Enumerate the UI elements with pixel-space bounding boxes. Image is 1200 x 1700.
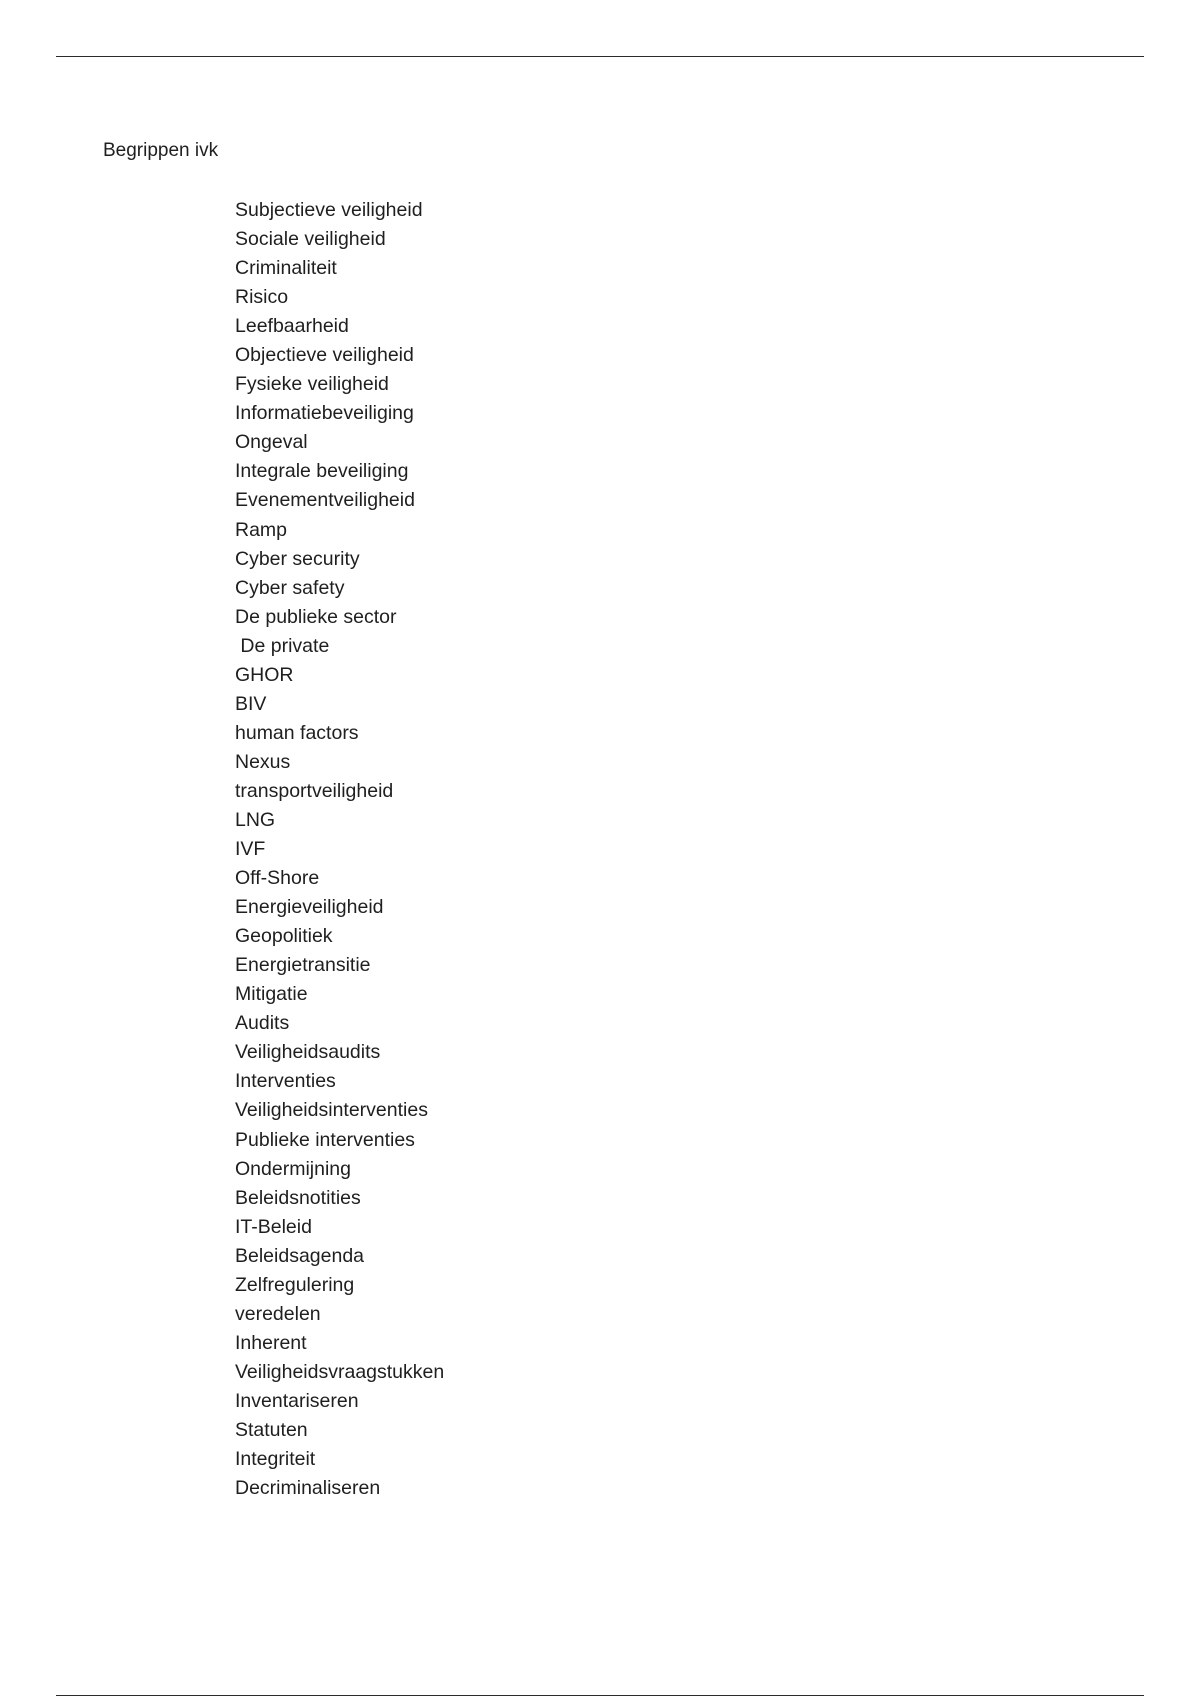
term-item: Inherent (235, 1331, 307, 1354)
term-item: Ongeval (235, 431, 308, 454)
term-item: Leefbaarheid (235, 315, 349, 338)
term-item: Veiligheidsvraagstukken (235, 1360, 445, 1383)
term-item: Integriteit (235, 1448, 316, 1471)
term-item: Zelfregulering (235, 1273, 355, 1296)
footer-rule (56, 1695, 1144, 1696)
term-item: De private (235, 634, 330, 657)
term-item: transportveiligheid (235, 779, 394, 802)
term-item: Ramp (235, 518, 288, 541)
header-rule (56, 56, 1144, 57)
term-item: Beleidsagenda (235, 1244, 365, 1267)
term-item: Fysieke veiligheid (235, 373, 389, 396)
term-item: De publieke sector (235, 605, 397, 628)
term-item: Decriminaliseren (235, 1477, 381, 1500)
terms-list (235, 196, 444, 1503)
term-item: Energieveiligheid (235, 896, 384, 919)
term-item: Cyber safety (235, 576, 345, 599)
term-item: Off-Shore (235, 867, 320, 890)
term-item: Inventariseren (235, 1389, 359, 1412)
term-item: BIV (235, 692, 267, 715)
term-item: Publieke interventies (235, 1128, 415, 1151)
term-item: GHOR (235, 663, 294, 686)
term-item: Energietransitie (235, 954, 371, 977)
term-item: Interventies (235, 1070, 336, 1093)
term-item: Statuten (235, 1418, 308, 1441)
term-item: Subjectieve veiligheid (235, 199, 423, 221)
term-item: Beleidsnotities (235, 1186, 361, 1209)
term-item: Mitigatie (235, 983, 308, 1006)
term-item: Audits (235, 1012, 290, 1035)
document-heading: Begrippen ivk (103, 140, 219, 161)
term-item: Objectieve veiligheid (235, 344, 414, 367)
term-item: Veiligheidsinterventies (235, 1099, 428, 1122)
term-item: Geopolitiek (235, 925, 333, 948)
term-item: Veiligheidsaudits (235, 1041, 381, 1064)
term-item: Evenementveiligheid (235, 489, 415, 512)
term-item: veredelen (235, 1302, 321, 1325)
term-item: Nexus (235, 750, 291, 773)
term-item: IVF (235, 838, 266, 861)
term-item: LNG (235, 808, 276, 831)
term-item: Criminaliteit (235, 257, 337, 280)
term-item: Cyber security (235, 547, 360, 570)
term-item: human factors (235, 721, 359, 744)
term-item: Ondermijning (235, 1157, 351, 1180)
term-item: Integrale beveiliging (235, 460, 409, 483)
term-item: Informatiebeveiliging (235, 402, 414, 425)
term-item: IT-Beleid (235, 1215, 312, 1238)
term-item: Sociale veiligheid (235, 228, 386, 251)
term-item: Risico (235, 286, 289, 309)
